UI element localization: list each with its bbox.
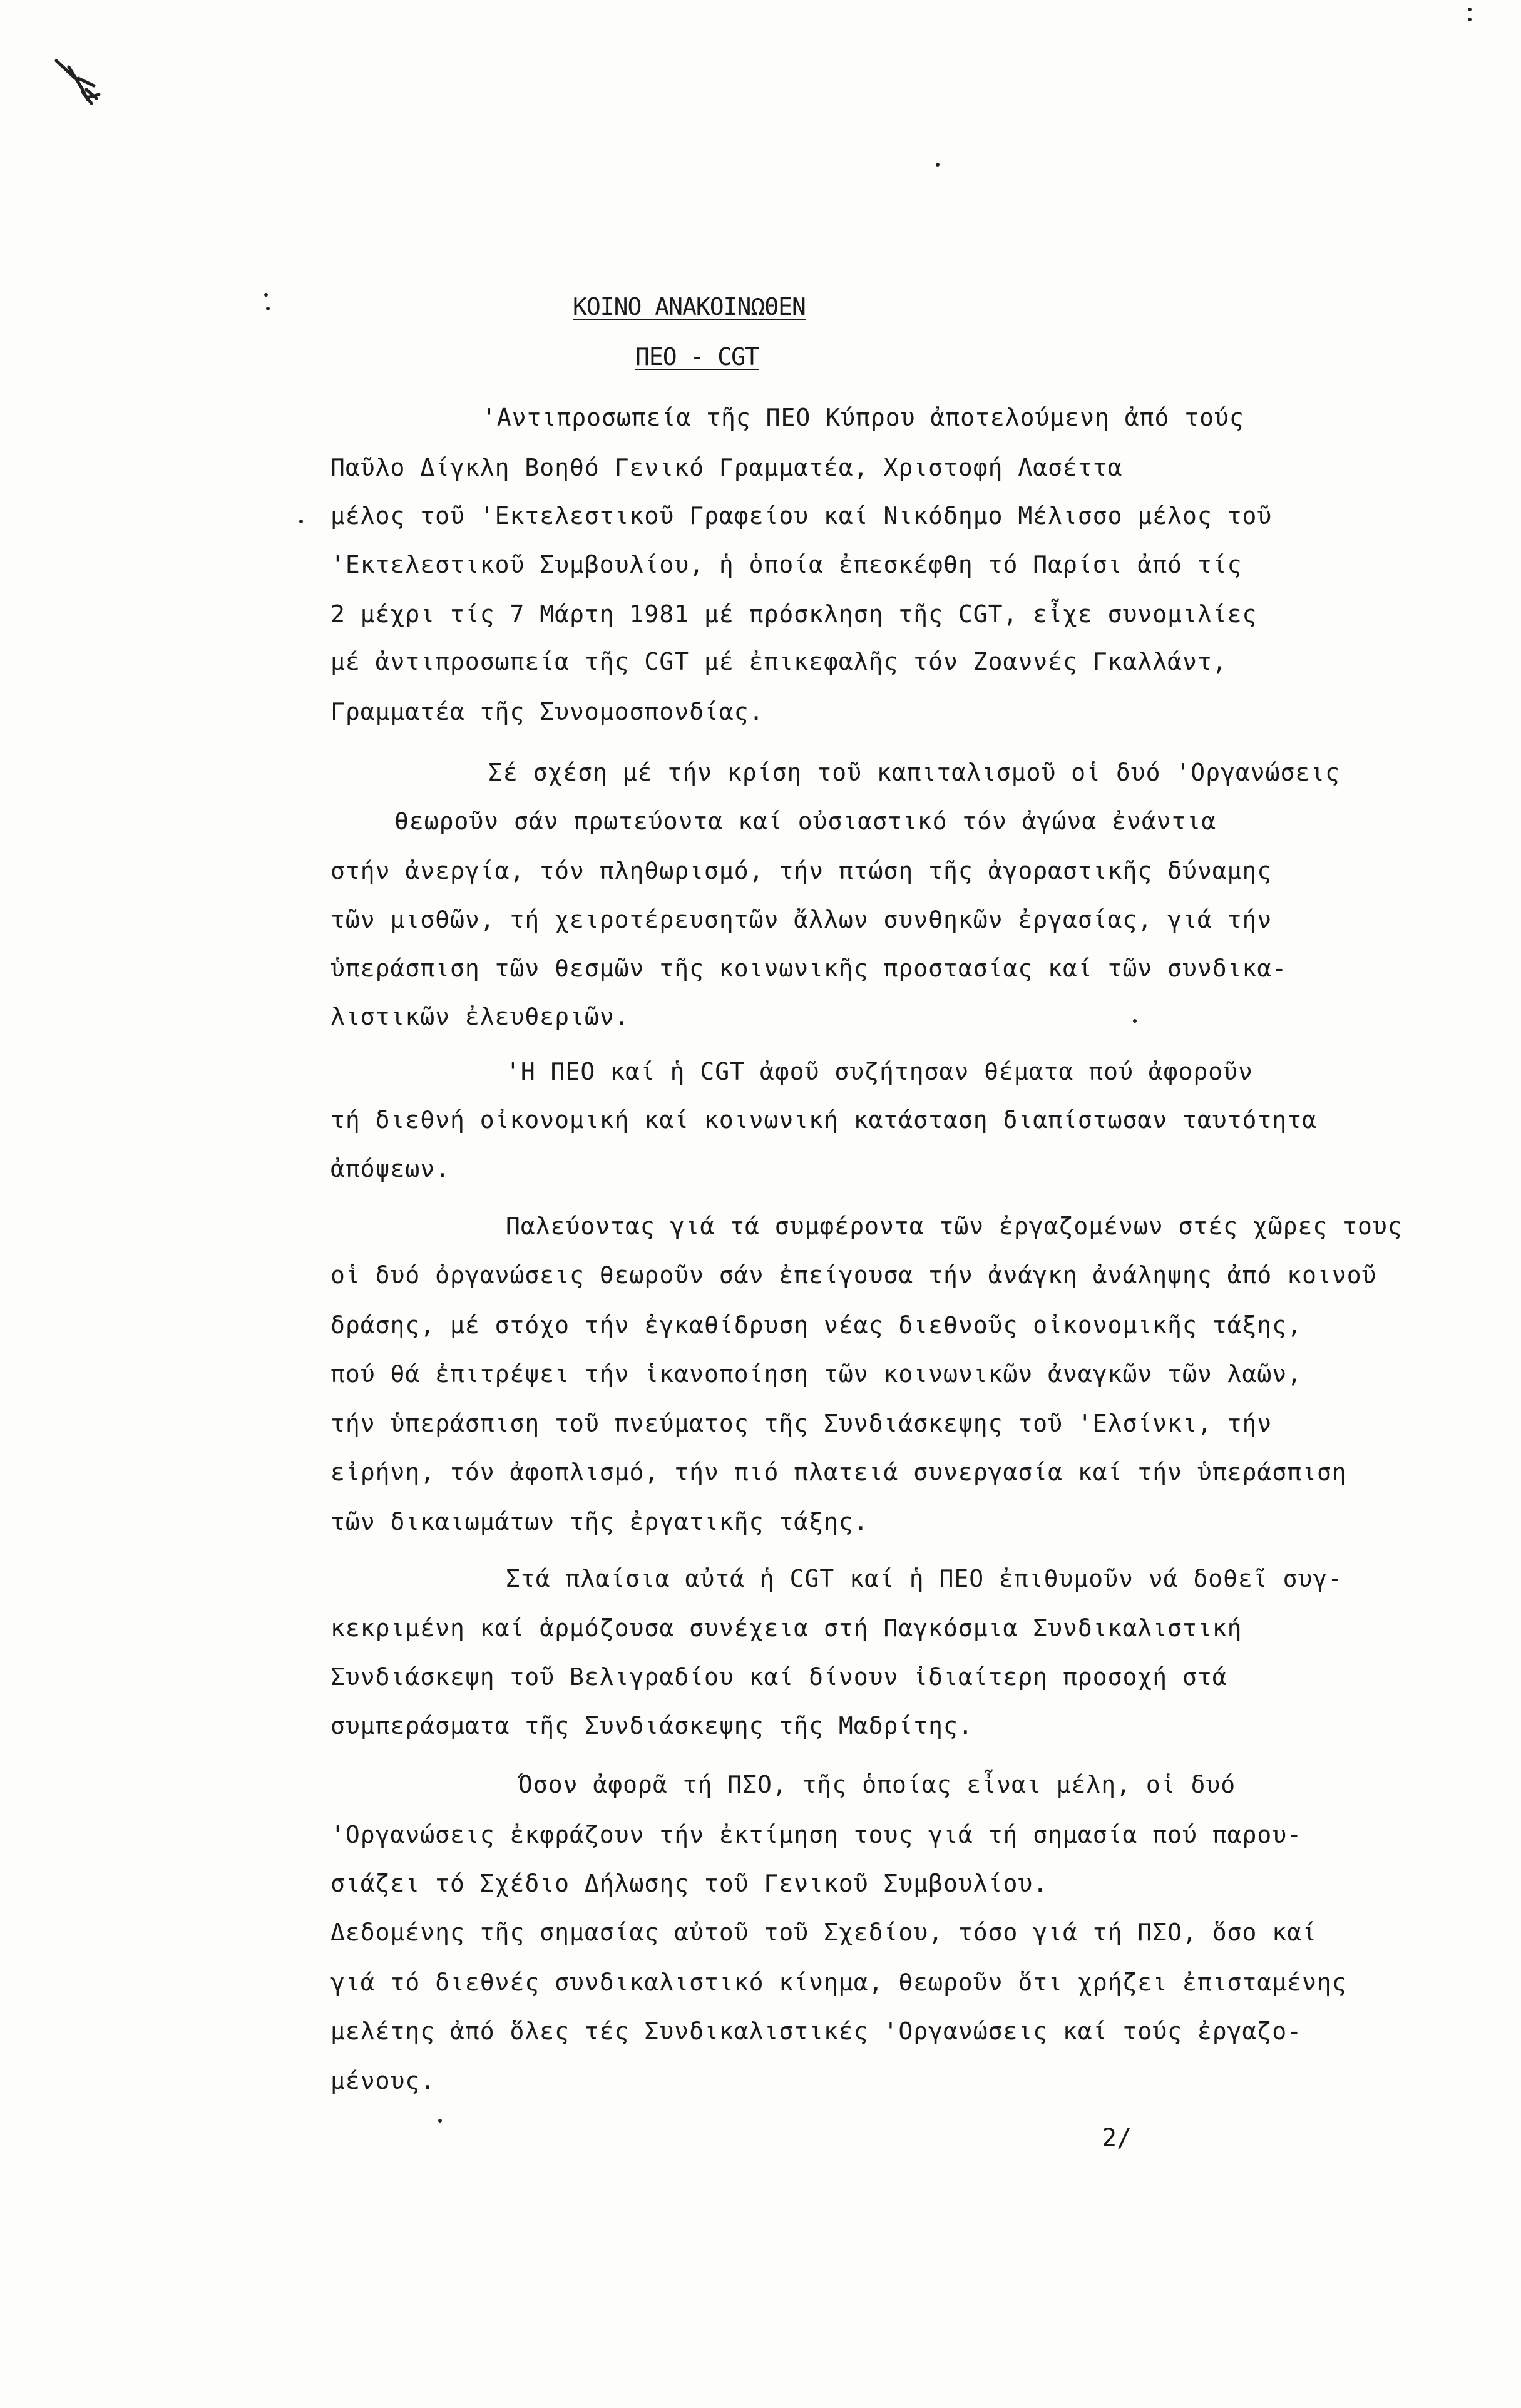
body-line: 'Αντιπροσωπεία τῆς ΠΕΟ Κύπρου ἀποτελούμενη ἀπό τούς (482, 404, 1244, 431)
speck (936, 163, 940, 167)
body-line: Παλεύοντας γιά τά συμφέροντα τῶν ἐργαζομένων στές χῶρες τους (506, 1212, 1403, 1240)
body-line: γιά τό διεθνές συνδικαλιστικό κίνημα, θεωροῦν ὅτι χρήζει ἐπισταμένης (330, 1969, 1347, 1996)
speck (266, 307, 270, 310)
body-line: Όσον ἀφορᾶ τή ΠΣΟ, τῆς ὁποίας εἶναι μέλη, οἱ δυό (518, 1771, 1236, 1798)
body-line: θεωροῦν σάν πρωτεύοντα καί οὐσιαστικό τόν ἀγώνα ἐνάντια (394, 807, 1217, 835)
corner-scribble-mark (50, 53, 113, 116)
body-line: Σέ σχέση μέ τήν κρίση τοῦ καπιταλισμοῦ οἱ δυό 'Οργανώσεις (488, 759, 1341, 786)
speck (299, 520, 303, 523)
body-line: τή διεθνή οἰκονομική καί κοινωνική κατάσταση διαπίστωσαν ταυτότητα (330, 1106, 1317, 1134)
body-line: τῶν μισθῶν, τή χειροτέρευσητῶν ἄλλων συνθηκῶν ἐργασίας, γιά τήν (330, 906, 1273, 933)
body-line: οἱ δυό ὀργανώσεις θεωροῦν σάν ἐπείγουσα τήν ἀνάγκη ἀνάληψης ἀπό κοινοῦ (330, 1261, 1377, 1289)
body-line: 2 μέχρι τίς 7 Μάρτη 1981 μέ πρόσκληση τῆς CGT, εἶχε συνομιλίες (330, 600, 1257, 628)
body-line: εἰρήνη, τόν ἀφοπλισμό, τήν πιό πλατειά συνεργασία καί τήν ὑπεράσπιση (330, 1458, 1347, 1486)
body-line: ὑπεράσπιση τῶν θεσμῶν τῆς κοινωνικῆς προστασίας καί τῶν συνδικα- (330, 955, 1288, 982)
body-line: στήν ἀνεργία, τόν πληθωρισμό, τήν πτώση τῆς ἀγοραστικῆς δύναμης (330, 857, 1273, 884)
body-line: Δεδομένης τῆς σημασίας αὐτοῦ τοῦ Σχεδίου, τόσο γιά τή ΠΣΟ, ὅσο καί (330, 1919, 1317, 1946)
body-line: λιστικῶν ἐλευθεριῶν. (330, 1003, 630, 1030)
body-line: τῶν δικαιωμάτων τῆς ἐργατικῆς τάξης. (330, 1508, 869, 1535)
body-line: κεκριμένη καί ἁρμόζουσα συνέχεια στή Παγκόσμια Συνδικαλιστική (330, 1614, 1242, 1642)
body-line: Γραμματέα τῆς Συνομοσπονδίας. (330, 698, 764, 725)
speck (1133, 1019, 1137, 1023)
body-line: 'Εκτελεστικοῦ Συμβουλίου, ἡ ὁποία ἐπεσκέφθη τό Παρίσι ἀπό τίς (330, 551, 1242, 578)
body-line: μελέτης ἀπό ὅλες τές Συνδικαλιστικές 'Οργανώσεις καί τούς ἐργαζο- (330, 2017, 1303, 2045)
body-line: Παῦλο Δίγκλη Βοηθό Γενικό Γραμματέα, Χριστοφή Λασέττα (330, 454, 1123, 481)
body-line: σιάζει τό Σχέδιο Δήλωσης τοῦ Γενικοῦ Συμβουλίου. (330, 1870, 1048, 1897)
speck (264, 293, 268, 297)
body-line: συμπεράσματα τῆς Συνδιάσκεψης τῆς Μαδρίτης. (330, 1712, 973, 1739)
document-title: ΚΟΙΝΟ ΑΝΑΚΟΙΝΩΘΕΝ (573, 293, 806, 320)
body-line: μένους. (330, 2067, 436, 2094)
body-line: πού θά ἐπιτρέψει τήν ἱκανοποίηση τῶν κοινωνικῶν ἀναγκῶν τῶν λαῶν, (330, 1360, 1303, 1388)
body-line: μέ ἀντιπροσωπεία τῆς CGT μέ ἐπικεφαλῆς τόν Ζοαννές Γκαλλάντ, (330, 648, 1227, 675)
body-line: 'Οργανώσεις ἐκφράζουν τήν ἐκτίμηση τους γιά τή σημασία πού παρου- (330, 1821, 1303, 1848)
body-line: μέλος τοῦ 'Εκτελεστικοῦ Γραφείου καί Νικόδημο Μέλισσο μέλος τοῦ (330, 502, 1273, 530)
body-line: 'Η ΠΕΟ καί ἡ CGT ἀφοῦ συζήτησαν θέματα πού ἀφοροῦν (506, 1058, 1253, 1085)
speck (1468, 18, 1472, 21)
body-line: Στά πλαίσια αὐτά ἡ CGT καί ἡ ΠΕΟ ἐπιθυμοῦν νά δοθεῖ συγ- (506, 1565, 1343, 1592)
document-subtitle: ΠΕΟ - CGT (635, 343, 759, 371)
body-line: τήν ὑπεράσπιση τοῦ πνεύματος τῆς Συνδιάσκεψης τοῦ 'Ελσίνκι, τήν (330, 1410, 1273, 1437)
speck (1468, 8, 1472, 11)
speck (438, 2119, 442, 2123)
body-line: Συνδιάσκεψη τοῦ Βελιγραδίου καί δίνουν ἰδιαίτερη προσοχή στά (330, 1663, 1227, 1691)
body-line: ἀπόψεων. (330, 1155, 451, 1182)
body-line: δράσης, μέ στόχο τήν ἐγκαθίδρυση νέας διεθνοῦς οἰκονομικῆς τάξης, (330, 1311, 1303, 1339)
page-number: 2/ (1102, 2124, 1132, 2153)
